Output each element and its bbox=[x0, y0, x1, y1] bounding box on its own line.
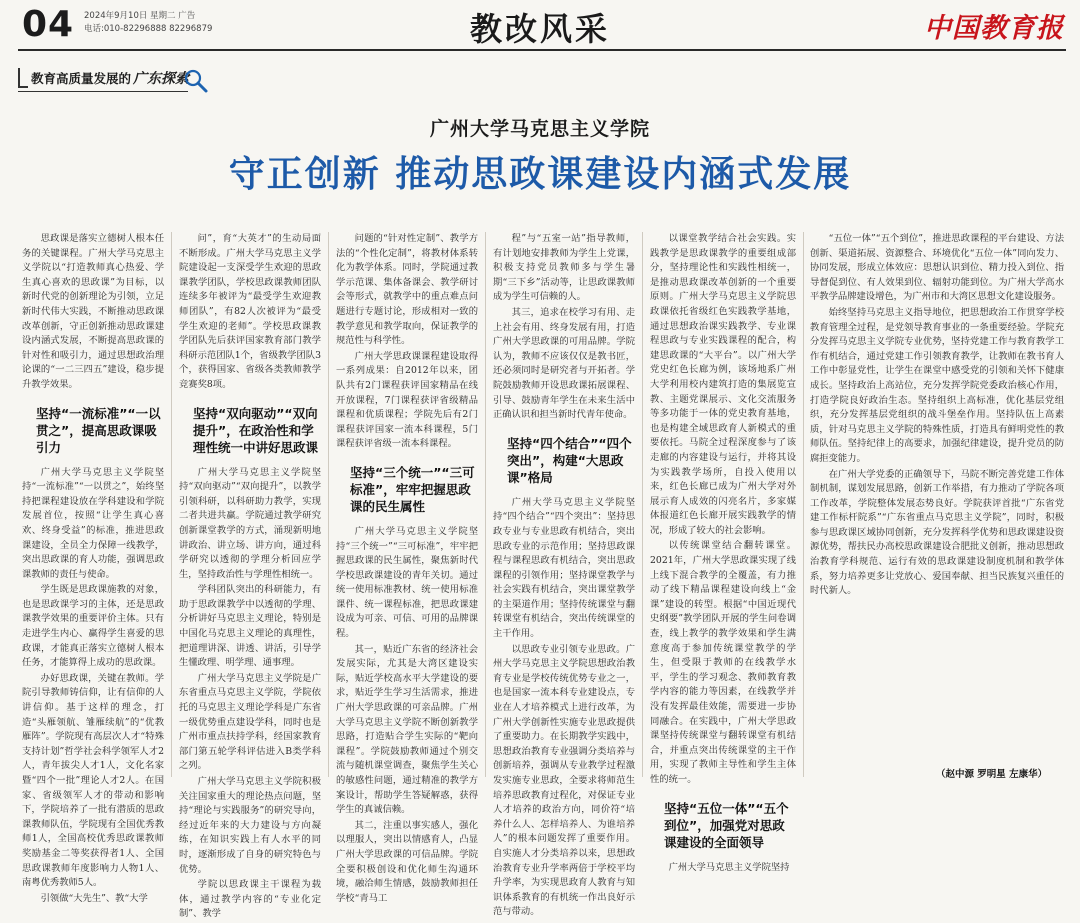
date-line: 2024年9月10日 星期二 广告 bbox=[84, 11, 196, 21]
column-banner bbox=[18, 66, 189, 90]
body-paragraph: 广州大学马克思主义学院是广东省重点马克思主义学院，学院依托的马克思主义理论学科是广东省一级优势重点建设学科，同时也是广州市重点扶持学科，经国家教育部门第五轮学科评估进入B类学科之列。 bbox=[179, 672, 321, 772]
section-heading: 坚持“三个统一”“三可标准”，牢牢把握思政课的民生属性 bbox=[350, 464, 475, 514]
magnifier-icon bbox=[183, 68, 209, 94]
column-divider bbox=[171, 232, 172, 777]
banner-text: 教育高质量发展的 bbox=[31, 71, 132, 86]
article-column-4 bbox=[493, 232, 635, 921]
column-divider bbox=[328, 232, 329, 777]
body-paragraph: 学科团队突出的科研能力，有助于思政课教学中以透彻的学理、分析讲好马克思主义理论，特别是中国化马克思主义理论的真理性，把道理讲深、讲透、讲活，引导学生懂政理、明学理、通事理。 bbox=[179, 584, 321, 669]
phone-line: 电话:010-82296888 82296879 bbox=[84, 24, 213, 34]
body-paragraph: 广州大学马克思主义学院积极关注国家重大的理论热点问题，坚持“理论与实践服务”的研究导向，经过近年来的大力建设与方向凝练，在知识实践上有人水平的同时，逐渐形成了自身的研究特色与优势。 bbox=[179, 776, 321, 875]
body-paragraph: 程”与“五室一站”指导教师，有计划地安排教师为学生上党课，积极支持党员教师多与学生暑期“三下乡”活动等，让思政课教师成为学生可信赖的人。 bbox=[493, 233, 635, 303]
body-paragraph: 广州大学马克思主义学院坚持“四个结合”“四个突出”：坚持思政专业与专业思政有机结合，突出思政专业的示范作用；坚持思政课程与课程思政有机结合，突出思政课程的引领作用；坚持课堂教学与社会实践有机结合，突出课堂教学的主渠道作用；坚持传统课堂与翻转课堂有机结合，突出传统课堂的主干作用。 bbox=[493, 496, 635, 640]
body-paragraph: 思政课是落实立德树人根本任务的关键课程。广州大学马克思主义学院以“打造教师真心热爱、学生真心喜欢的思政课”为目标，以新时代党的创新理论为引领，立足新时代伟大实践，不断推动思政课改革创新，守正创新推动思政课建设内涵式发展，不断提高思政课的针对性和吸引力，通过思想政治理论课的“一二三四五”建设，稳步提升教学效果。 bbox=[22, 233, 164, 390]
article-column-3 bbox=[336, 232, 478, 907]
body-paragraph: 其一，贴近广东省的经济社会发展实际，尤其是大湾区建设实际，贴近学校高水平大学建设的要求，贴近学生学习生活需求，推进广州大学思政课的可亲品牌。广州大学马克思主义学院不断创新教学思路，打造贴合学生实际的“靶向课程”。学院鼓励教师通过个别交流与随机课堂调查，聚焦学生关心的敏感性问题，通过精准的教学方案设计，帮助学生答疑解惑，获得学生的真诚信赖。 bbox=[336, 643, 478, 816]
body-paragraph: 引领做“大先生”、教“大学 bbox=[40, 892, 148, 904]
column-divider bbox=[642, 232, 643, 777]
body-paragraph: 始终坚持马克思主义指导地位，把思想政治工作贯穿学校教育管理全过程，是党领导教育事业的一条重要经验。学院充分发挥马克思主义学院专业优势，坚持党建工作与教育教学工作有机结合，通过党建工作引领教育教学，让教师在教书育人工作中彰显党性，让学生在课堂中感受党的引领和关怀下健康成长。坚持政治上高站位，充分发挥学院党委政治核心作用，打造学院良好政治生态。坚持组织上高标准，优化基层党组织，充分发挥基层党组织的战斗堡垒作用。坚持队伍上高素质，针对马克思主义学院的特殊性质，打造具有鲜明党性的教师队伍。坚持纪律上的高要求，加强纪律建设，提升党员的防腐拒变能力。 bbox=[810, 306, 1064, 464]
article-column-6 bbox=[810, 232, 1064, 600]
body-paragraph: 以思政专业引领专业思政。广州大学马克思主义学院思想政治教育专业是学校传统优势专业之一，也是国家一流本科专业建设点，专业在人才培养模式上进行改革，为广州大学创新性实施专业思政提供了重要助力。在长期教学实践中，思想政治教育专业强调分类培养与创新培养，强调从专业教学过程激发实施专业思政，全要求将师范生培养思政教育过程化，对保证专业人才培养的政治方向，同价符“培养什么人、怎样培养人、为谁培养人”的根本问题发挥了重要作用。自实施人才分类培养以来，思想政治教育专业升学率两倍于学校平均升学率，为实现思政育人教育与知识体系教育的有机统一作出良好示范与带动。 bbox=[493, 643, 635, 918]
body-paragraph: 广州大学思政课课程建设取得一系列成果：自2012年以来，团队共有2门课程获评国家精品在线开放课程，7门课程获评省级精品课程和优质课程；学院先后有2门课程获评国家一流本科课程，5门课程获评省级一流本科课程。 bbox=[336, 350, 478, 450]
body-paragraph: 其三，追求在校学习有用、走上社会有用、终身发展有用，打造广州大学思政课的可用品牌。学院认为，教师不应该仅仅是教书匠，还必须同时是研究者与开拓者。学院鼓励教师开设思政课拓展课程、引导、鼓励青年学生在未来生活中正确认识和担当新时代青年使命。 bbox=[493, 306, 635, 421]
section-heading: 坚持“五位一体”“五个到位”，加强党对思政课建设的全面领导 bbox=[664, 800, 789, 850]
body-paragraph: 以课堂教学结合社会实践。实践教学是思政课教学的重要组成部分，坚持理论性和实践性相统一，是推动思政课改革创新的一个重要原则。广州大学马克思主义学院思政课依托省级红色实践教学基地，通过思想政治课实践教学、专业课程思政与专业实践课程的配合，构建思政课的“大平台”。以广州大学党史红色长廊为例，该场地系广州大学利用校内建筑打造的集展览宣教、主题党课展示、文化交流服务等多功能于一体的党史教育基地，也是构建全域思政育人新模式的重要依托。马院全过程深度参与了该走廊的内容建设与运行，并将其设为实践教学场所，自投入使用以来，红色长廊已成为广州大学对外展示育人成效的闪亮名片，多家媒体报道红色长廊开展实践教学的情况，形成了较大的社会影响。 bbox=[650, 233, 796, 536]
article-headline: 守正创新 推动思政课建设内涵式发展 bbox=[228, 154, 852, 195]
body-paragraph: 问题的“针对性定制”、教学方法的“个性化定制”，将教材体系转化为教学体系。同时，学院通过教学示范课、集体备课会、教学研讨会等形式，就教学中的重点难点问题进行专题讨论，形成相对一致的教学意见和教学取向，保证教学的规范性与科学性。 bbox=[336, 233, 478, 347]
body-paragraph: 学生既是思政课施教的对象，也是思政课学习的主体，还是思政课教学效果的重要评价主体。只有走进学生内心、赢得学生喜爱的思政课，才能真正落实立德树人根本任务，才能算得上成功的思政课。 bbox=[22, 584, 164, 669]
column-divider bbox=[803, 232, 804, 777]
institution-subhead: 广州大学马克思主义学院 bbox=[429, 118, 650, 140]
banner-script: 广东探索 bbox=[133, 71, 190, 87]
section-heading: 坚持“四个结合”“四个突出”，构建“大思政课”格局 bbox=[507, 435, 632, 485]
section-heading: 坚持“双向驱动”“双向提升”，在政治性和学理性统一中讲好思政课 bbox=[193, 405, 319, 455]
body-paragraph: 广州大学马克思主义学院坚持“一流标准”“一以贯之”，始终坚持把课程建设放在学科建设和学院发展首位，按照“让学生真心喜欢、终身受益”的标准，推进思政课建设，全员全力保障一线教学，突出思政课的育人功能，强调思政课教师的责任与使命。 bbox=[22, 466, 164, 580]
newspaper-logo: 中国教育报 bbox=[924, 13, 1064, 44]
banner-underline bbox=[18, 91, 188, 92]
body-paragraph: 以传统课堂结合翻转课堂。2021年，广州大学思政课实现了线上线下混合教学的全覆盖，有力推动了线下精品课程建设向线上“金课”建设的转型。根据“中国近现代史纲要”教学团队开展的学生问卷调查，线上教学的教学效果和学生满意度高于参加传统课堂教学的学生，但受限于教师的在线教学水平，学生的学习观念、教师教育教学内容的能力等因素，在线教学并没有发挥最佳效能，需要进一步协同融合。在实践中，广州大学思政课坚持传统课堂与翻转课堂有机结合，并重点突出传统课堂的主干作用，实现了教师主导性和学生主体性的统一。 bbox=[650, 540, 796, 785]
body-paragraph: 广州大学马克思主义学院坚持“双向驱动”“双向提升”，以教学引领科研，以科研助力教学，实现二者共进共赢。学院通过教学研究创新课堂教学的方式，涌现新明地讲政治、讲立场、讲方向，通过科学研究以透彻的学理分析回应学生，坚持政治性与学理性相统一。 bbox=[179, 466, 321, 580]
section-heading: 坚持“一流标准”“一以贯之”，提高思政课吸引力 bbox=[36, 405, 161, 455]
article-column-2 bbox=[179, 232, 321, 923]
body-paragraph: 问”，育“大英才”的生动局面不断形成。广州大学马克思主义学院建设起一支深受学生欢迎的思政课教学团队，学校思政课教师团队连续多年被评为“最受学生欢迎教师团队”，有82人次被评为“最受学生欢迎的老师”。学校思政课教学团队先后获评国家教育部门教学科研示范团队1个，省级教学团队3个，获得国家、省级各类教师教学竞赛奖8项。 bbox=[179, 233, 321, 390]
body-paragraph: 办好思政课，关键在教师。学院引导教师铸信仰，让有信仰的人讲信仰。基于这样的理念，打造“头雁领航、雏雁续航”的“优教雁阵”。学院现有高层次人才“特殊支持计划”哲学社会科学领军人才2人，青年拔尖人才1人，文化名家暨“四个一批”理论人才2人。在国家、省级领军人才的带动和影响下，学院培养了一批有潜质的思政课教师队伍，学院现有全国优秀教师1人，全国高校优秀思政课教师奖励基金二等奖获得者1人、全国思政课教师年度影响力人物1人、南粤优秀教师5人。 bbox=[22, 672, 164, 889]
body-paragraph: 广州大学马克思主义学院坚持 bbox=[668, 861, 790, 873]
article-column-5 bbox=[650, 232, 796, 876]
article-column-1 bbox=[22, 232, 164, 907]
body-paragraph: 学院以思政课主干课程为载体，通过教学内容的“专业化定制”、教学 bbox=[179, 879, 321, 920]
body-paragraph: “五位一体”“五个到位”，推进思政课程的平台建设、方法创新、渠道拓展、资源整合、环境优化“五位一体”同向发力、协同发展，形成立体效应：思想认识到位、精力投入到位、指导督促到位、有人效果到位、辐射功能到位。为广州大学高水平教学品牌建设增色，为广州市和大湾区思想文化建设服务。 bbox=[810, 233, 1064, 303]
column-divider bbox=[485, 232, 486, 777]
page-number: 04 bbox=[22, 4, 75, 45]
body-paragraph: 广州大学马克思主义学院坚持“三个统一”“三可标准”，牢牢把握思政课的民生属性，聚焦新时代学校思政课建设的青年关切。通过统一使用标准教材、统一使用标准课件、统一课程标准，把思政课建设成为可亲、可信、可用的品牌课程。 bbox=[336, 525, 478, 640]
author-byline: （赵中源 罗明星 左康华） bbox=[936, 769, 1048, 780]
bracket-ornament bbox=[18, 68, 28, 88]
section-title: 教改风采 bbox=[469, 10, 610, 48]
masthead-rule bbox=[18, 49, 1066, 51]
body-paragraph: 其二，注重以事实感人，强化以理服人，突出以情感育人，凸显广州大学思政课的可信品牌。学院全要积极创设和优化师生沟通环境，融洽师生情感，鼓励教师担任学校“青马工 bbox=[336, 819, 478, 904]
body-paragraph: 在广州大学党委的正确领导下，马院不断完善党建工作体制机制，谋划发展思路，创新工作举措，有力推动了学院各项工作改革，学院整体发展态势良好。学院获评首批“广东省党建工作标杆院系”“广东省重点马克思主义学院”，同时，积极参与思政课区域协同创新，充分发挥科学优势和思政课建设资源优势，帮扶民办高校思政课建设合肥批义创新，推动思想政治教育学科规范、运行有效的思政课建设制度机制和教学体系，努力培养更多让党放心、爱国奉献、担当民族复兴重任的时代新人。 bbox=[810, 468, 1064, 597]
